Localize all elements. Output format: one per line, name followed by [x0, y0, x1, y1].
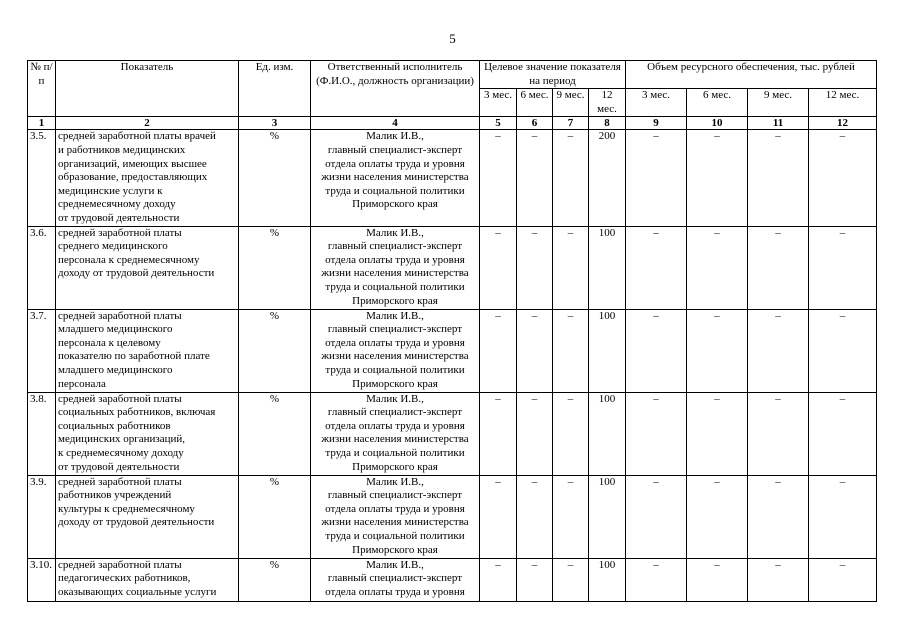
- indicator-text: [56, 309, 239, 392]
- indicator-text-line: младшего медицинского: [58, 323, 173, 336]
- target-value: –: [480, 392, 517, 475]
- responsible-text-line: труда и социальной политики: [325, 529, 465, 542]
- indicator-text-line: и работников медицинских: [58, 143, 186, 156]
- responsible-text: [311, 130, 480, 226]
- header-target-period: 12 мес.: [589, 89, 626, 117]
- header-resource-period: 6 мес.: [687, 89, 748, 117]
- responsible-text-line: Малик И.В.,: [366, 392, 424, 405]
- indicator-text: [56, 392, 239, 475]
- responsible-text-line: Малик И.В.,: [366, 475, 424, 488]
- target-value: –: [517, 475, 553, 558]
- responsible-text: [311, 558, 480, 601]
- responsible-text-line: жизни населения министерства: [321, 433, 469, 446]
- responsible-text-line: труда и социальной политики: [325, 363, 465, 376]
- indicator-text-line: социальных работников, включая: [58, 406, 216, 419]
- column-number: 7: [553, 117, 589, 130]
- target-value: 100: [589, 309, 626, 392]
- table-row: [28, 558, 877, 601]
- responsible-text-line: главный специалист-эксперт: [327, 406, 463, 419]
- resource-value: –: [809, 226, 877, 309]
- responsible-text-line: Малик И.В.,: [366, 558, 424, 571]
- indicator-text-line: социальных работников: [58, 419, 171, 432]
- header-target-period: 6 мес.: [517, 89, 553, 117]
- responsible-text-line: главный специалист-эксперт: [327, 240, 463, 253]
- resource-value: –: [809, 475, 877, 558]
- indicator-text: [56, 226, 239, 309]
- responsible-text-line: главный специалист-эксперт: [327, 143, 463, 156]
- indicator-text-line: средней заработной платы: [58, 226, 182, 239]
- header-responsible: Ответственный исполнитель (Ф.И.О., должность организации): [311, 61, 480, 117]
- responsible-text-line: Малик И.В.,: [366, 309, 424, 322]
- target-value: –: [480, 309, 517, 392]
- target-value: 100: [589, 558, 626, 601]
- indicator-text-line: средней заработной платы: [58, 309, 182, 322]
- resource-value: –: [687, 475, 748, 558]
- column-number: 6: [517, 117, 553, 130]
- header-num: № п/п: [28, 61, 56, 117]
- header-resource: Объем ресурсного обеспечения, тыс. рублей: [626, 61, 877, 89]
- column-number: 10: [687, 117, 748, 130]
- header-resource-period: 3 мес.: [626, 89, 687, 117]
- indicator-text: [56, 475, 239, 558]
- unit-cell: %: [239, 226, 311, 309]
- responsible-text-line: главный специалист-эксперт: [327, 323, 463, 336]
- target-value: –: [553, 558, 589, 601]
- responsible-text-line: жизни населения министерства: [321, 516, 469, 529]
- responsible-text-line: труда и социальной политики: [325, 446, 465, 459]
- row-number: 3.7.: [28, 309, 56, 392]
- table-row: [28, 475, 877, 558]
- responsible-text: [311, 309, 480, 392]
- responsible-text-line: отдела оплаты труда и уровня: [325, 336, 465, 349]
- indicator-text-line: медицинские услуги к: [58, 184, 163, 197]
- responsible-text-line: отдела оплаты труда и уровня: [325, 253, 465, 266]
- column-numbers-row: [28, 117, 877, 130]
- row-number: 3.5.: [28, 130, 56, 226]
- unit-cell: %: [239, 558, 311, 601]
- target-value: –: [517, 309, 553, 392]
- column-number: 1: [28, 117, 56, 130]
- resource-value: –: [626, 130, 687, 226]
- column-number: 9: [626, 117, 687, 130]
- target-value: –: [553, 475, 589, 558]
- header-target: Целевое значение показателя на период: [480, 61, 626, 89]
- indicator-text-line: показателю по заработной плате: [58, 350, 210, 363]
- resource-value: –: [809, 309, 877, 392]
- header-indicator: Показатель: [56, 61, 239, 117]
- resource-value: –: [687, 309, 748, 392]
- indicator-text-line: средней заработной платы: [58, 475, 182, 488]
- table-body: [28, 117, 877, 601]
- resource-value: –: [626, 309, 687, 392]
- responsible-text-line: отдела оплаты труда и уровня: [325, 502, 465, 515]
- responsible-text-line: главный специалист-эксперт: [327, 572, 463, 585]
- indicator-text-line: педагогических работников,: [58, 572, 191, 585]
- target-value: 100: [589, 392, 626, 475]
- indicator-text-line: медицинских организаций,: [58, 433, 186, 446]
- row-number: 3.10.: [28, 558, 56, 601]
- unit-cell: %: [239, 392, 311, 475]
- indicator-text: [56, 558, 239, 601]
- indicators-table: [27, 60, 877, 602]
- indicator-text-line: доходу от трудовой деятельности: [58, 516, 215, 529]
- responsible-text-line: Приморского края: [352, 543, 438, 556]
- responsible-text-line: главный специалист-эксперт: [327, 489, 463, 502]
- target-value: 100: [589, 475, 626, 558]
- responsible-text: [311, 226, 480, 309]
- unit-cell: %: [239, 130, 311, 226]
- responsible-text-line: отдела оплаты труда и уровня: [325, 419, 465, 432]
- resource-value: –: [748, 130, 809, 226]
- row-number: 3.9.: [28, 475, 56, 558]
- indicator-text-line: персонала к среднемесячному: [58, 253, 200, 266]
- indicator-text-line: оказывающих социальные услуги: [58, 585, 217, 598]
- target-value: 100: [589, 226, 626, 309]
- column-number: 8: [589, 117, 626, 130]
- responsible-text-line: жизни населения министерства: [321, 267, 469, 280]
- resource-value: –: [809, 558, 877, 601]
- column-number: 3: [239, 117, 311, 130]
- indicator-text-line: образование, предоставляющих: [58, 171, 208, 184]
- page-number: 5: [449, 31, 456, 46]
- indicator-text-line: от трудовой деятельности: [58, 460, 180, 473]
- target-value: –: [480, 475, 517, 558]
- indicator-text-line: персонала: [58, 377, 106, 390]
- header-resource-period: 12 мес.: [809, 89, 877, 117]
- resource-value: –: [748, 309, 809, 392]
- table-row: [28, 226, 877, 309]
- target-value: –: [517, 558, 553, 601]
- resource-value: –: [626, 475, 687, 558]
- indicator-text-line: культуры к среднемесячному: [58, 502, 195, 515]
- resource-value: –: [748, 226, 809, 309]
- row-number: 3.8.: [28, 392, 56, 475]
- resource-value: –: [748, 558, 809, 601]
- resource-value: –: [626, 226, 687, 309]
- indicator-text-line: к среднемесячному доходу: [58, 446, 184, 459]
- resource-value: –: [809, 130, 877, 226]
- target-value: –: [480, 130, 517, 226]
- responsible-text-line: Приморского края: [352, 460, 438, 473]
- responsible-text-line: жизни населения министерства: [321, 171, 469, 184]
- column-number: 12: [809, 117, 877, 130]
- column-number: 5: [480, 117, 517, 130]
- responsible-text: [311, 475, 480, 558]
- resource-value: –: [626, 558, 687, 601]
- header-target-period: 9 мес.: [553, 89, 589, 117]
- target-value: –: [517, 392, 553, 475]
- indicator-text-line: персонала к целевому: [58, 336, 161, 349]
- indicator-text-line: младшего медицинского: [58, 363, 173, 376]
- table-row: [28, 309, 877, 392]
- target-value: –: [517, 130, 553, 226]
- column-number: 4: [311, 117, 480, 130]
- responsible-text: [311, 392, 480, 475]
- target-value: –: [517, 226, 553, 309]
- responsible-text-line: жизни населения министерства: [321, 350, 469, 363]
- indicator-text: [56, 130, 239, 226]
- indicator-text-line: среднемесячному доходу: [58, 198, 176, 211]
- responsible-text-line: отдела оплаты труда и уровня: [325, 585, 465, 598]
- responsible-text-line: отдела оплаты труда и уровня: [325, 157, 465, 170]
- responsible-text-line: труда и социальной политики: [325, 280, 465, 293]
- indicator-text-line: от трудовой деятельности: [58, 211, 180, 224]
- column-number: 2: [56, 117, 239, 130]
- target-value: –: [553, 130, 589, 226]
- target-value: 200: [589, 130, 626, 226]
- resource-value: –: [748, 392, 809, 475]
- indicator-text-line: доходу от трудовой деятельности: [58, 267, 215, 280]
- header-resource-period: 9 мес.: [748, 89, 809, 117]
- indicator-text-line: средней заработной платы врачей: [58, 130, 216, 143]
- responsible-text-line: Малик И.В.,: [366, 226, 424, 239]
- table-row: [28, 392, 877, 475]
- resource-value: –: [687, 226, 748, 309]
- column-number: 11: [748, 117, 809, 130]
- unit-cell: %: [239, 309, 311, 392]
- resource-value: –: [748, 475, 809, 558]
- target-value: –: [553, 309, 589, 392]
- resource-value: –: [687, 558, 748, 601]
- indicator-text-line: среднего медицинского: [58, 240, 168, 253]
- target-value: –: [480, 558, 517, 601]
- resource-value: –: [687, 392, 748, 475]
- row-number: 3.6.: [28, 226, 56, 309]
- responsible-text-line: Приморского края: [352, 198, 438, 211]
- indicator-text-line: организаций, имеющих высшее: [58, 157, 207, 170]
- responsible-text-line: Приморского края: [352, 294, 438, 307]
- target-value: –: [553, 226, 589, 309]
- target-value: –: [553, 392, 589, 475]
- resource-value: –: [626, 392, 687, 475]
- target-value: –: [480, 226, 517, 309]
- unit-cell: %: [239, 475, 311, 558]
- indicator-text-line: средней заработной платы: [58, 558, 182, 571]
- resource-value: –: [809, 392, 877, 475]
- responsible-text-line: Малик И.В.,: [366, 130, 424, 143]
- resource-value: –: [687, 130, 748, 226]
- header-unit: Ед. изм.: [239, 61, 311, 117]
- responsible-text-line: Приморского края: [352, 377, 438, 390]
- indicator-text-line: средней заработной платы: [58, 392, 182, 405]
- responsible-text-line: труда и социальной политики: [325, 184, 465, 197]
- header-target-period: 3 мес.: [480, 89, 517, 117]
- indicator-text-line: работников учреждений: [58, 489, 172, 502]
- table-row: [28, 130, 877, 226]
